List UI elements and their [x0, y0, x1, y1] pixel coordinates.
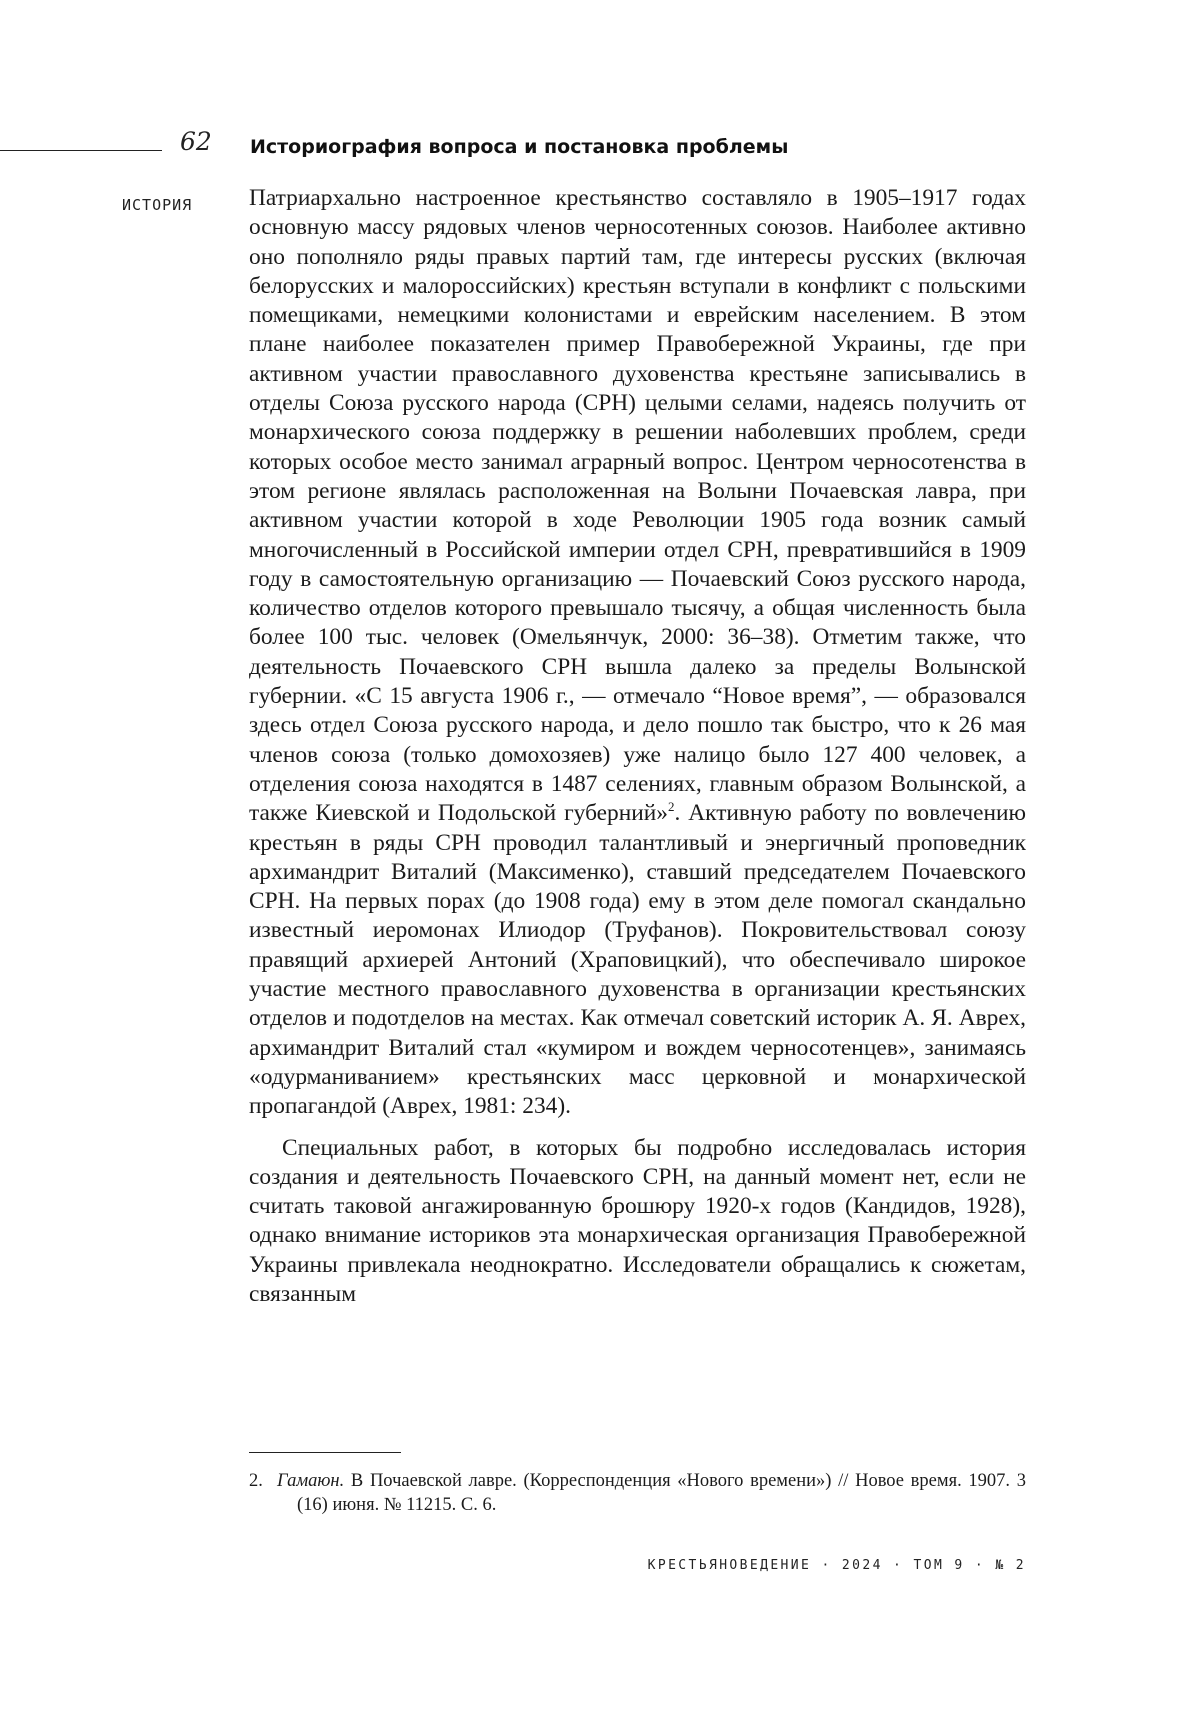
header-rule — [0, 150, 162, 151]
footnote-rule — [249, 1452, 401, 1453]
journal-footer: КРЕСТЬЯНОВЕДЕНИЕ · 2024 · ТОМ 9 · № 2 — [648, 1558, 1026, 1573]
body-text — [249, 184, 1026, 1309]
paragraph-1 — [249, 184, 1026, 1122]
running-title: Историография вопроса и постановка проблемы — [250, 136, 788, 158]
footnote-reference[interactable]: 2 — [668, 799, 675, 814]
footnote-author: Гамаюн. — [277, 1471, 344, 1491]
paragraph-2: Специальных работ, в которых бы подробно исследовалась история создания и деятельность Почаевского СРН, на данный момент нет, если не считать таковой ангажированную брошюру 1920-х годов (Кандидов, 1928), однако внимание историков эта монархическая организация Правобережной Украины привлекала неоднократно. Исследователи обращались к сюжетам, связанным — [249, 1134, 1026, 1310]
footnote — [249, 1469, 1026, 1517]
section-label: ИСТОРИЯ — [122, 196, 192, 214]
footnote-number: 2. — [249, 1469, 277, 1493]
paragraph-1-part-2: . Активную работу по вовлечению крестьян в ряды СРН проводил талантливый и энергичный проповедник архимандрит Виталий (Максименко), ставший председателем Почаевского СРН. На первых порах (до 1908 года) ему в этом деле помогал скандально известный иеромонах Илиодор (Труфанов). Покровительствовал союзу правящий архиерей Антоний (Храповицкий), что обеспечивало широкое участие местного православного духовенства в организации крестьянских отделов и подотделов на местах. Как отмечал советский историк А. Я. Аврех, архимандрит Виталий стал «кумиром и вождем черносотенцев», занимаясь «одурманиванием» крестьянских масс церковной и монархической пропагандой (Аврех, 1981: 234). — [249, 800, 1026, 1119]
page-number: 62 — [180, 127, 212, 156]
footnote-text: В Почаевской лавре. (Корреспонденция «Нового времени») // Новое время. 1907. 3 (16) июня. № 11215. С. 6. — [297, 1471, 1026, 1515]
paragraph-1-part-1: Патриархально настроенное крестьянство составляло в 1905–1917 годах основную массу рядовых членов черносотенных союзов. Наиболее активно оно пополняло ряды правых партий там, где интересы русских (включая белорусских и малороссийских) крестьян вступали в конфликт с польскими помещиками, немецкими колонистами и еврейским населением. В этом плане наиболее показателен пример Правобережной Украины, где при активном участии православного духовенства крестьяне записывались в отделы Союза русского народа (СРН) целыми селами, надеясь получить от монархического союза поддержку в решении наболевших проблем, среди которых особое место занимал аграрный вопрос. Центром черносотенства в этом регионе являлась расположенная на Волыни Почаевская лавра, при активном участии которой в ходе Революции 1905 года возник самый многочисленный в Российской империи отдел СРН, превратившийся в 1909 году в самостоятельную организацию — Почаевский Союз русского народа, количество отделов которого превышало тысячу, а общая численность была более 100 тыс. человек (Омельянчук, 2000: 36–38). Отметим также, что деятельность Почаевского СРН вышла далеко за пределы Волынской губернии. «С 15 августа 1906 г., — отмечало “Новое время”, — образовался здесь отдел Союза русского народа, и дело пошло так быстро, что к 26 мая членов союза (только домохозяев) уже налицо было 127 400 человек, а отделения союза находятся в 1487 селениях, главным образом Волынской, а также Киевской и Подольской губерний» — [249, 185, 1026, 826]
